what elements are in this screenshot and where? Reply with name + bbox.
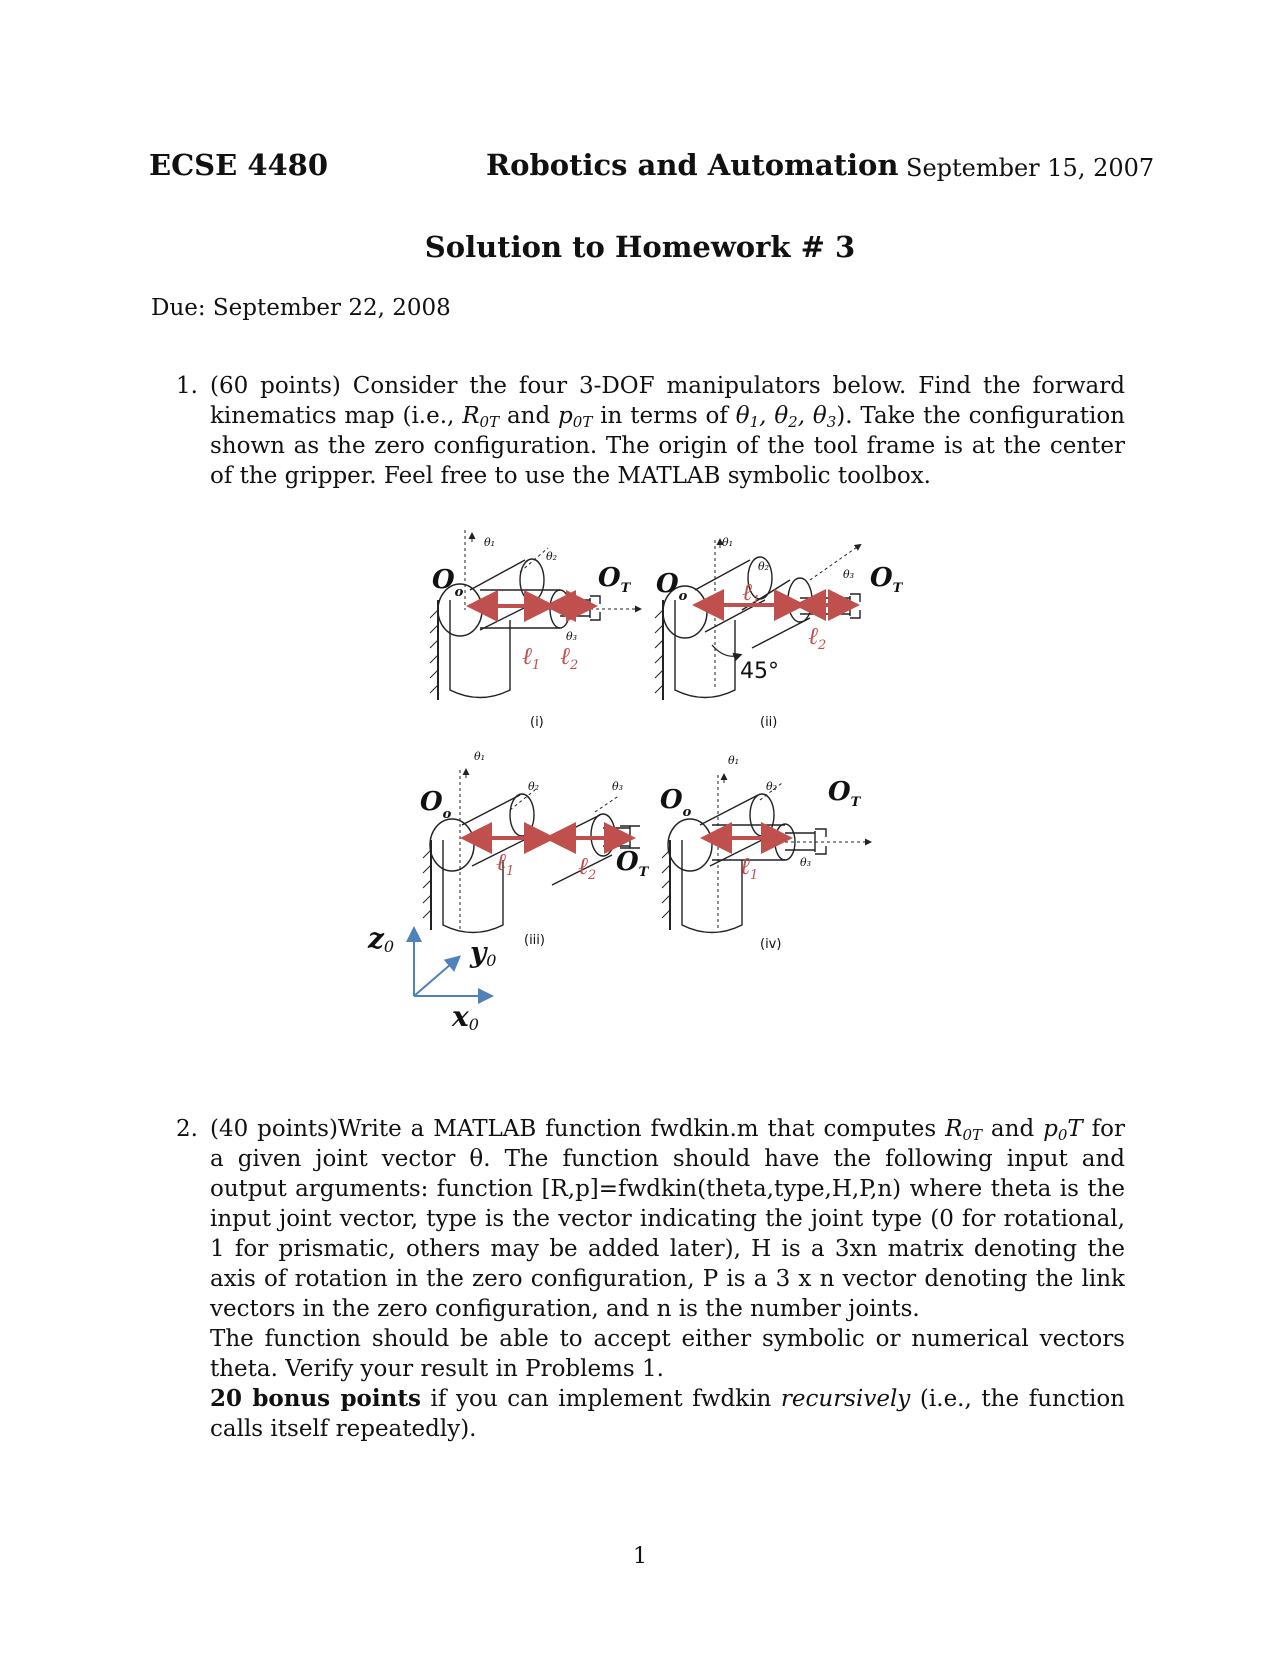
- caption-ii: (ii): [760, 715, 778, 730]
- robot-iii: [423, 770, 640, 933]
- axis-y-label: y0: [470, 936, 497, 970]
- math-p0T: $p_{0T}$: [558, 403, 593, 431]
- tool-label-i: $O_T$: [598, 563, 631, 596]
- math-R0T: $R_{0T}$: [462, 403, 500, 431]
- caption-iii: (iii): [524, 933, 545, 948]
- bonus-recursively: recursively: [780, 1386, 911, 1412]
- course-code: ECSE 4480: [149, 148, 329, 182]
- problem-2-text-b: for a given joint vector θ. The function should have the following input and output arguments: function [R,p]=fwdkin(theta,type,H,P,n) where theta is the input joint vector, type is the vector indicating the joint type (0 for rotational, 1 for prismatic, others may be added later), H is a 3xn matrix denoting the axis of rotation in the zero configuration, P is a 3 x n vector denoting the link vectors in the zero configuration, and n is the number joints.: [210, 1116, 1125, 1322]
- problem-2-number: 2.: [176, 1116, 198, 1142]
- theta1-label-ii: θ₁: [722, 536, 734, 549]
- caption-i: (i): [530, 715, 544, 730]
- ell2-label-ii: ℓ$_2$: [808, 622, 827, 653]
- header-date: September 15, 2007: [906, 154, 1155, 182]
- theta3-label-iv: θ₃: [800, 856, 812, 869]
- origin-label-iv: $O_o$: [660, 785, 692, 820]
- axis-z-label: z0: [368, 922, 395, 956]
- theta1-label-iii: θ₁: [474, 750, 486, 763]
- ell1-label-i: ℓ$_1$: [522, 642, 541, 673]
- math-R0T-2: $R_{0T}$: [945, 1116, 982, 1144]
- problem-1-text-a: Consider the four 3-DOF manipulators below. Find the forward kinematics map (i.e.,: [210, 373, 1125, 429]
- axis-x-label: x0: [452, 1000, 479, 1034]
- math-thetas: $\theta_1$, $\theta_2$, $\theta_3$: [735, 403, 837, 431]
- bonus-text-a: if you can implement fwdkin: [420, 1386, 781, 1412]
- robot-i: [430, 530, 640, 700]
- ell1-label-iii: ℓ$_1$: [496, 848, 515, 879]
- theta3-label-iii: θ₃: [612, 780, 624, 793]
- theta2-label-i: θ₂: [546, 550, 558, 563]
- ell2-label-i: ℓ$_2$: [560, 642, 579, 673]
- origin-label-iii: $O_o$: [420, 787, 452, 822]
- problem-1-points: (60 points): [210, 373, 341, 399]
- problem-2-points: (40 points): [210, 1116, 338, 1142]
- ell2-label-iii: ℓ$_2$: [578, 852, 597, 883]
- tool-label-iv: $O_T$: [828, 777, 861, 810]
- theta3-label-ii: θ₃: [843, 568, 855, 581]
- page-number: 1: [633, 1544, 647, 1569]
- problem-1-number: 1.: [176, 373, 198, 399]
- ell1-label-iv: ℓ$_1$: [740, 852, 759, 883]
- ell1-label-ii: ℓ$_1$: [742, 578, 761, 609]
- tool-label-iii: $O_T$: [616, 847, 649, 880]
- theta1-label-i: θ₁: [484, 536, 496, 549]
- origin-label-ii: $O_o$: [656, 569, 688, 604]
- problem-1-text-c: ). Take the configuration shown as the zero configuration. The origin of the tool frame is at the center of the gripper. Feel free to use the MATLAB symbolic toolbox.: [210, 403, 1125, 489]
- course-subject: Robotics and Automation: [486, 148, 899, 182]
- theta2-label-ii: θ₂: [758, 560, 770, 573]
- problem-2-text: (40 points)Write a MATLAB function fwdkin.m that computes $R_{0T}$ and $p_0T$ for a given joint vector θ. The function should have the following input and output arguments: function [R,p]=fwdkin(theta,type,H,P,n) where theta is the input joint vector, type is the vector indicating the joint type (0 for rotational, 1 for prismatic, others may be added later), H is a 3xn matrix denoting the axis of rotation in the zero configuration, P is a 3 x n vector denoting the link vectors in the zero configuration, and n is the number joints. The function should be able to accept either symbolic or numerical vectors theta. Verify your result in Problems 1. 20 bonus points if you can implement fwdkin recursively (i.e., the function calls itself repeatedly).: [210, 1116, 1125, 1442]
- page-title: Solution to Homework # 3: [424, 230, 856, 264]
- problem-1-text-b: in terms of: [592, 403, 736, 429]
- caption-iv: (iv): [760, 937, 782, 952]
- theta1-label-iv: θ₁: [728, 754, 740, 767]
- tool-label-ii: $O_T$: [870, 563, 903, 596]
- angle-45-label: 45°: [740, 659, 779, 684]
- theta3-label-i: θ₃: [566, 630, 578, 643]
- math-p0-T: $p_0T$: [1043, 1116, 1083, 1144]
- problem-2-para2: The function should be able to accept either symbolic or numerical vectors theta. Verify your result in Problems 1.: [210, 1326, 1125, 1382]
- bonus-points: 20 bonus points: [210, 1385, 421, 1412]
- problem-1-text: (60 points) Consider the four 3-DOF manipulators below. Find the forward kinematics map (i.e., $R_{0T}$ and $p_{0T}$ in terms of $\theta_1$, $\theta_2$, $\theta_3$). Take the configuration shown as the zero configuration. The origin of the tool frame is at the center of the gripper. Feel free to use the MATLAB symbolic toolbox.: [210, 373, 1125, 489]
- problem-2-text-a: Write a MATLAB function fwdkin.m that computes: [337, 1116, 946, 1142]
- origin-label-i: $O_o$: [432, 565, 464, 600]
- bonus-text-b: (i.e., the function calls itself repeatedly).: [210, 1386, 1125, 1442]
- due-date: Due: September 22, 2008: [151, 295, 451, 321]
- theta2-label-iii: θ₂: [528, 780, 540, 793]
- theta2-label-iv: θ₂: [766, 780, 778, 793]
